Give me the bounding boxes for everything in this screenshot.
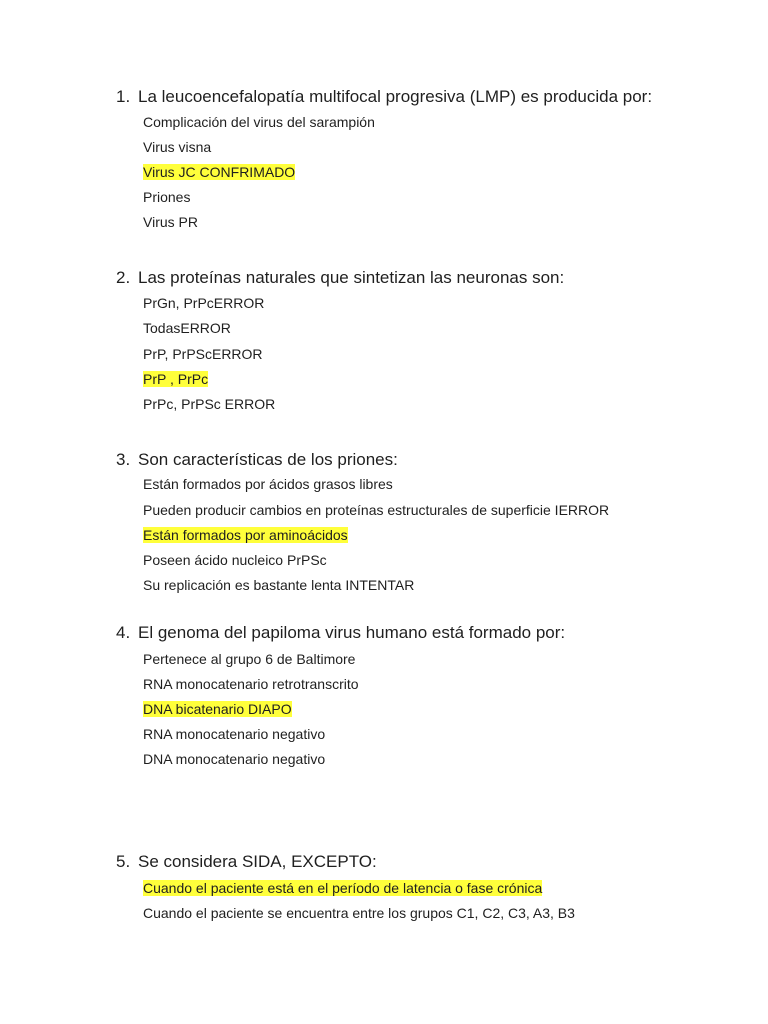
option-text: PrP, PrPScERROR [143,346,263,362]
option-text: PrP , PrPc [143,371,209,387]
option-highlighted [143,880,542,897]
option [143,139,211,156]
option [143,295,264,312]
option [143,396,275,413]
option-text: Complicación del virus del sarampión [143,114,375,130]
option-text: Poseen ácido nucleico PrPSc [143,552,327,568]
option [143,114,375,131]
question-number: 5. [116,852,131,871]
question-text: Se considera SIDA, EXCEPTO: [138,852,377,871]
option-highlighted [143,371,208,388]
question-5 [116,852,756,872]
option [143,676,359,693]
question-text: La leucoencefalopatía multifocal progresiva (LMP) es producida por: [138,87,653,106]
question-1 [116,87,756,107]
option-text: Virus JC CONFRIMADO [143,164,296,180]
option [143,214,198,231]
option-text: Su replicación es bastante lenta INTENTAR [143,577,415,593]
option-text: Están formados por ácidos grasos libres [143,476,393,492]
option-text: Están formados por aminoácidos [143,527,348,543]
option [143,502,609,519]
option [143,651,355,668]
option-highlighted [143,164,295,181]
option-text: Pueden producir cambios en proteínas estructurales de superficie IERROR [143,502,610,518]
option-text: TodasERROR [143,320,231,336]
question-number: 4. [116,623,131,642]
option-text: PrPc, PrPSc ERROR [143,396,276,412]
option-text: PrGn, PrPcERROR [143,295,265,311]
option-text: DNA bicatenario DIAPO [143,701,292,717]
option [143,726,325,743]
option-text: Pertenece al grupo 6 de Baltimore [143,651,356,667]
question-4 [116,623,756,643]
option [143,320,231,337]
option-text: Cuando el paciente se encuentra entre los grupos C1, C2, C3, A3, B3 [143,905,575,921]
option [143,905,575,922]
option-text: Priones [143,189,191,205]
option-text: Virus PR [143,214,198,230]
question-text: El genoma del papiloma virus humano está formado por: [138,623,566,642]
option-highlighted [143,701,292,718]
option [143,346,263,363]
option-text: DNA monocatenario negativo [143,751,326,767]
question-3 [116,450,756,470]
question-text: Son características de los priones: [138,450,398,469]
option-text: Virus visna [143,139,212,155]
option [143,476,393,493]
question-number: 3. [116,450,131,469]
option [143,577,414,594]
option-text: RNA monocatenario negativo [143,726,326,742]
question-text: Las proteínas naturales que sintetizan las neuronas son: [138,268,565,287]
option-text: Cuando el paciente está en el período de latencia o fase crónica [143,880,543,896]
option-highlighted [143,527,348,544]
question-number: 2. [116,268,131,287]
option [143,552,327,569]
option [143,751,325,768]
question-2 [116,268,756,288]
option-text: RNA monocatenario retrotranscrito [143,676,359,692]
question-number: 1. [116,87,131,106]
option [143,189,190,206]
